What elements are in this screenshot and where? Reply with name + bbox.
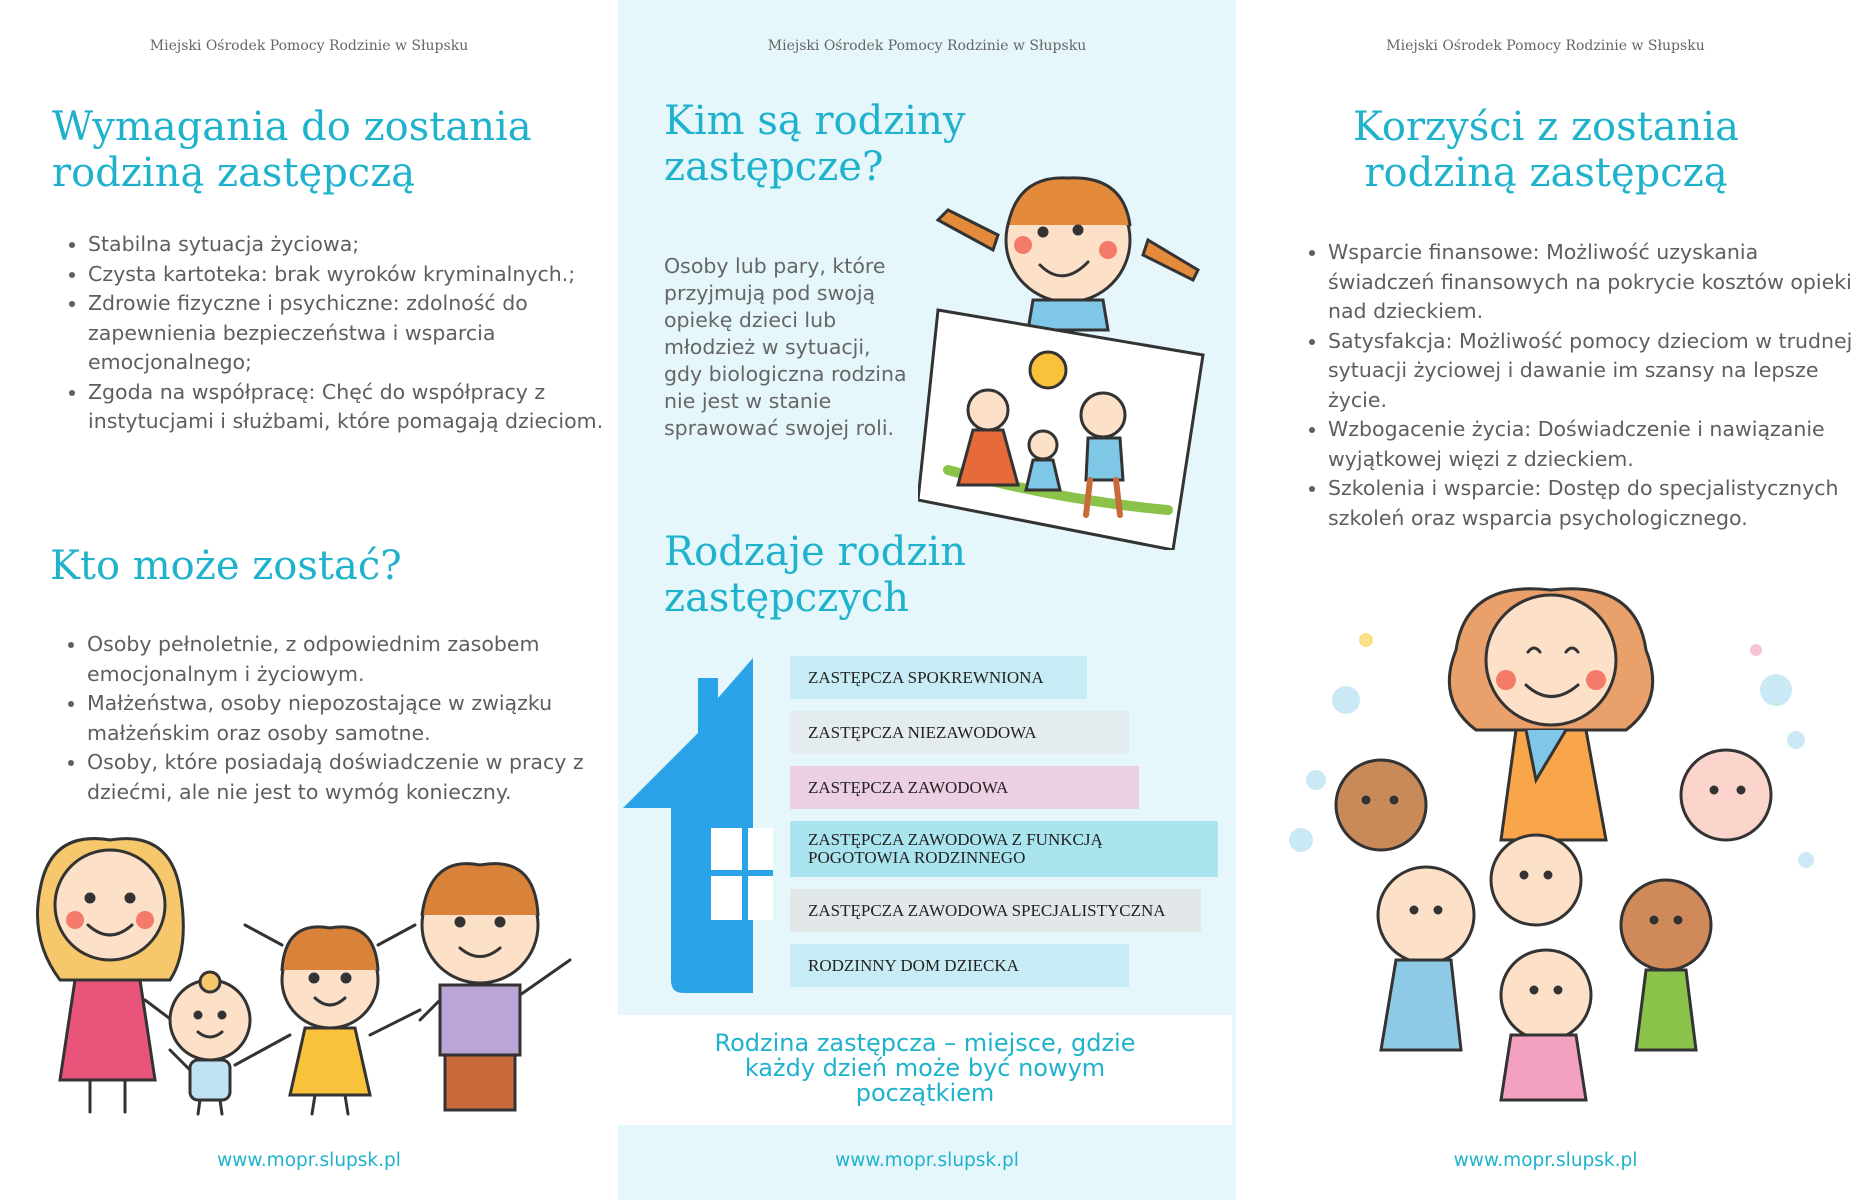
list-item: • Szkolenia i wsparcie: Dostęp do specjalistycznych szkoleń oraz wsparcia psychologicznego. <box>1328 474 1855 533</box>
type-bar: RODZINNY DOM DZIECKA <box>790 944 1129 987</box>
children-group-illustration <box>1286 580 1826 1125</box>
requirements-title: Wymagania do zostania rodziną zastępczą <box>52 104 532 196</box>
org-name: Miejski Ośrodek Pomocy Rodzinie w Słupsku <box>767 38 1087 54</box>
who-can-list <box>61 630 612 807</box>
list-item: • Zdrowie fizyczne i psychiczne: zdolność do zapewnienia bezpieczeństwa i wsparcia emocjonalnego; <box>88 289 608 378</box>
list-item: • Stabilna sytuacja życiowa; <box>88 230 608 260</box>
type-bar: ZASTĘPCZA ZAWODOWA <box>790 766 1139 809</box>
list-item: • Osoby, które posiadają doświadczenie w pracy z dziećmi, ale nie jest to wymóg konieczny. <box>87 748 612 807</box>
benefits-title: Korzyści z zostania rodziną zastępczą <box>1353 104 1739 196</box>
slogan: Rodzina zastępcza – miejsce, gdzie każdy dzień może być nowym początkiem <box>618 1015 1232 1125</box>
website-url[interactable]: www.mopr.slupsk.pl <box>1453 1150 1638 1171</box>
requirements-list <box>62 230 608 437</box>
who-are-title: Kim są rodziny zastępcze? <box>664 98 966 190</box>
org-name: Miejski Ośrodek Pomocy Rodzinie w Słupsku <box>149 38 469 54</box>
list-item: • Małżeństwa, osoby niepozostające w związku małżeńskim oraz osoby samotne. <box>87 689 612 748</box>
type-bar: ZASTĘPCZA NIEZAWODOWA <box>790 711 1129 754</box>
org-name: Miejski Ośrodek Pomocy Rodzinie w Słupsku <box>1386 38 1705 54</box>
type-bar: ZASTĘPCZA SPOKREWNIONA <box>790 656 1087 699</box>
house-icon <box>623 658 773 993</box>
website-url[interactable]: www.mopr.slupsk.pl <box>835 1150 1019 1171</box>
list-item: • Wsparcie finansowe: Możliwość uzyskania świadczeń finansowych na pokrycie kosztów opieki nad dzieckiem. <box>1328 238 1855 327</box>
right-panel <box>1236 0 1855 1200</box>
types-title: Rodzaje rodzin zastępczych <box>664 529 966 621</box>
who-are-text: Osoby lub pary, które przyjmują pod swoją opiekę dzieci lub młodzież w sytuacji, gdy biologiczna rodzina nie jest w stanie sprawować swojej roli. <box>664 254 907 440</box>
list-item: • Wzbogacenie życia: Doświadczenie i nawiązanie wyjątkowej więzi z dzieckiem. <box>1328 415 1855 474</box>
list-item: • Czysta kartoteka: brak wyroków kryminalnych.; <box>88 260 608 290</box>
list-item: • Zgoda na współpracę: Chęć do współpracy z instytucjami i służbami, które pomagają dzieciom. <box>88 378 608 437</box>
list-item: • Satysfakcja: Możliwość pomocy dzieciom w trudnej sytuacji życiowej i dawanie im szansy na lepsze życie. <box>1328 327 1855 416</box>
left-panel <box>0 0 618 1200</box>
child-drawing-illustration <box>918 170 1228 550</box>
family-illustration <box>20 830 610 1120</box>
list-item: • Osoby pełnoletnie, z odpowiednim zasobem emocjonalnym i życiowym. <box>87 630 612 689</box>
who-can-title: Kto może zostać? <box>50 543 402 589</box>
website-url[interactable]: www.mopr.slupsk.pl <box>217 1150 401 1171</box>
benefits-list <box>1302 238 1855 533</box>
type-bar: ZASTĘPCZA ZAWODOWA SPECJALISTYCZNA <box>790 889 1201 932</box>
type-bar: ZASTĘPCZA ZAWODOWA Z FUNKCJĄ POGOTOWIA RODZINNEGO <box>790 821 1218 877</box>
